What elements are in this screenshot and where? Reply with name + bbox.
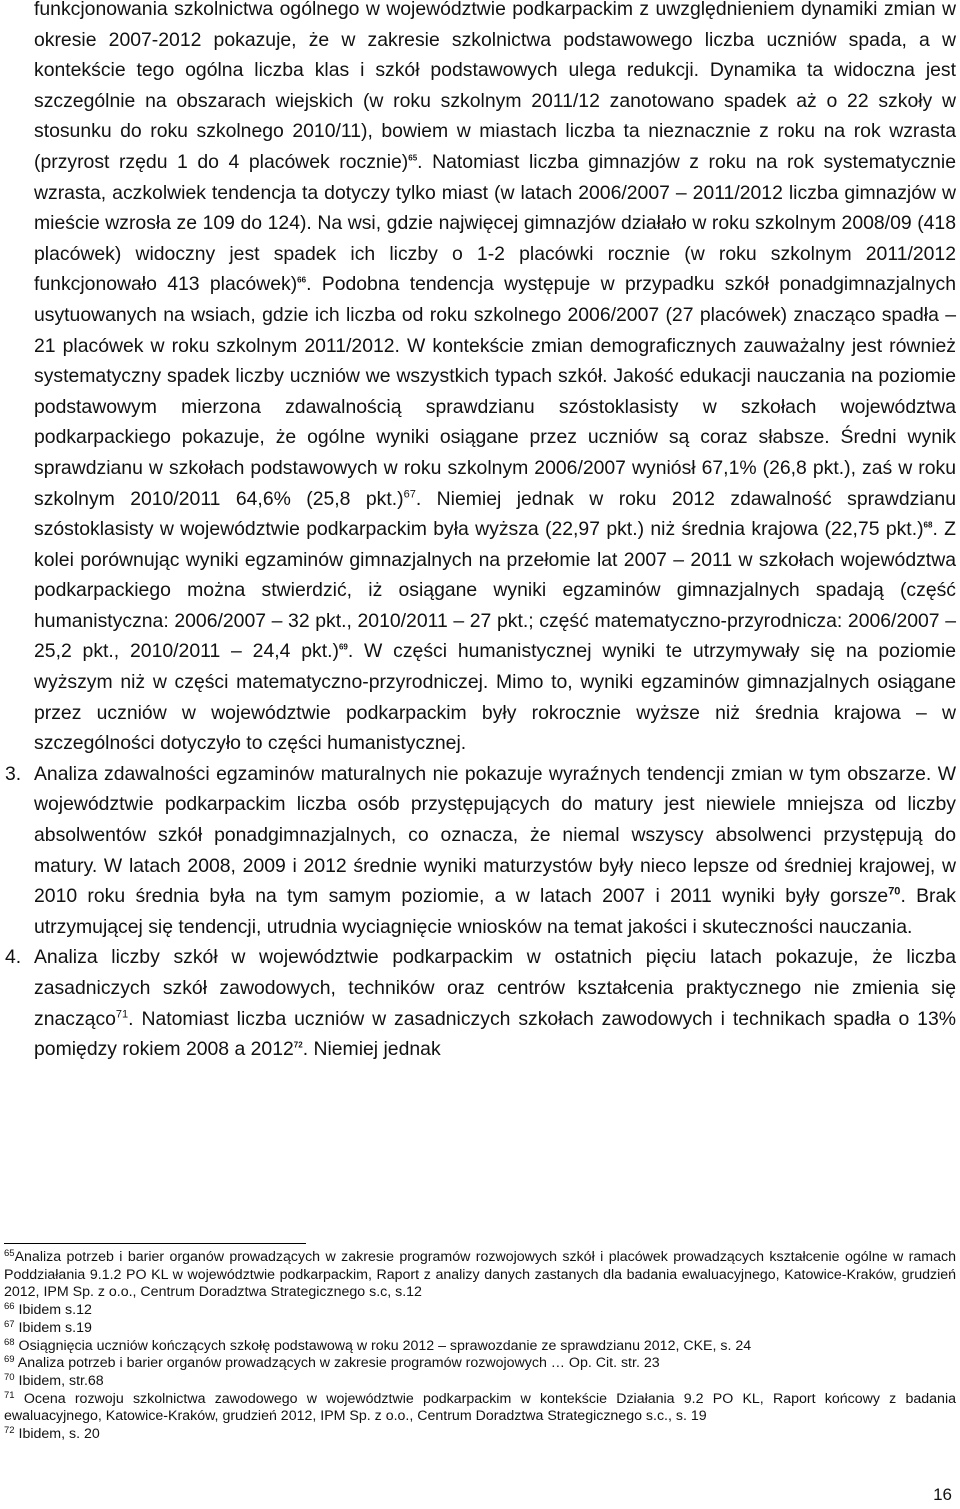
paragraph-text: . Natomiast liczba gimnazjów z roku na rok systematycznie wzrasta, aczkolwiek tendencja ta dotyczy tylko miast (w latach 2006/2007 – 2011/2012 liczba gimnazjów w mieście wzrosła ze 109 do 124). Na wsi, gdzie najwięcej gimnazjów działało w roku szkolnym 2008/09 (418 placówek) widoczny jest spadek ich liczby o 1-2 placówki rocznie (w roku szkolnym 2011/2012 funkcjonowało 413 placówek) xyxy=(34,150,956,296)
footnote-ref[interactable]: 70 xyxy=(888,885,901,898)
list-item-4 xyxy=(5,942,956,1064)
footnote-number: 65 xyxy=(4,1248,15,1259)
footnote-text: Analiza potrzeb i barier organów prowadzących w zakresie programów rozwojowych szkół i placówek prowadzących kształcenie ogólne w ramach Poddziałania 9.1.2 PO KL w województwie podkarpackim, Raport z analizy danych zastanych dla badania ewaluacyjnego, Katowice-Kraków, grudzień 2012, IPM Sp. z o.o., Centrum Doradztwa Strategicznego s.c, s.12 xyxy=(4,1249,956,1301)
footnote-ref[interactable]: 66 xyxy=(297,275,307,285)
footnote-ref[interactable]: 65 xyxy=(408,153,418,163)
footnote xyxy=(4,1355,956,1373)
footnote xyxy=(4,1391,956,1426)
list-number: 4. xyxy=(5,946,22,969)
body-text xyxy=(5,0,957,1065)
footnote-number: 71 xyxy=(4,1389,15,1401)
footnote xyxy=(4,1320,956,1338)
footnote-number: 72 xyxy=(4,1425,15,1437)
footnote-text: Ibidem s.19 xyxy=(18,1319,92,1336)
list-item-3 xyxy=(5,759,956,943)
footnote-ref[interactable]: 71 xyxy=(115,1008,129,1021)
paragraph-text: . Niemiej jednak w roku 2012 zdawalność sprawdzianu szóstoklasisty w województwie podkarpackim była wyższa (22,97 pkt.) niż średnia krajowa (22,75 pkt.) xyxy=(34,487,956,541)
list-item-text: Analiza zdawalności egzaminów maturalnych nie pokazuje wyraźnych tendencji zmian w tym obszarze. W województwie podkarpackim liczba osób przystępujących do matury jest niewiele mniejsza od liczby absolwentów szkół ponadgimnazjalnych, co oznacza, że niemal wszyscy absolwenci przystępują do matury. W latach 2008, 2009 i 2012 średnie wyniki maturzystów były nieco lepsze od średniej krajowej, w 2010 roku średnia była na tym samym poziomie, a w latach 2007 i 2011 wyniki były gorsze xyxy=(34,762,956,908)
list-number: 3. xyxy=(5,762,22,785)
paragraph-text: . W części humanistycznej wyniki te utrzymywały się na poziomie wyższym niż w części matematyczno-przyrodniczej. Mimo to, wyniki egzaminów gimnazjalnych osiągane przez uczniów w województwie podkarpackim były rokrocznie wyższe niż średnia krajowa – w szczególności dotyczyło to części humanistycznej. xyxy=(34,640,956,755)
page-number: 16 xyxy=(933,1485,952,1504)
footnote-text: Analiza potrzeb i barier organów prowadzących w zakresie programów rozwojowych … Op. Cit. str. 23 xyxy=(17,1355,660,1372)
footnote-number: 70 xyxy=(4,1371,15,1383)
footnote-text: Osiągnięcia uczniów kończących szkołę podstawową w roku 2012 – sprawozdanie ze sprawdzianu 2012, CKE, s. 24 xyxy=(18,1337,752,1354)
footnote xyxy=(4,1426,956,1444)
list-item-text: Analiza liczby szkół w województwie podkarpackim w ostatnich pięciu latach pokazuje, że liczba zasadniczych szkół zawodowych, techników oraz centrów kształcenia praktycznego nie zmienia się znacząco xyxy=(34,946,956,1030)
footnote-text: Ibidem, str.68 xyxy=(18,1372,104,1389)
footnotes xyxy=(4,1249,956,1444)
paragraph-text: . Z kolei porównując wyniki egzaminów gimnazjalnych na przełomie lat 2007 – 2011 w szkołach województwa podkarpackiego można stwierdzić, iż osiągane wyniki egzaminów gimnazjalnych spadają (część humanistyczna: 2006/2007 – 32 pkt., 2010/2011 – 27 pkt.; część matematyczno-przyrodnicza: 2006/2007 – 25,2 pkt., 2010/2011 – 24,4 pkt.) xyxy=(34,518,957,663)
paragraph-text: funkcjonowania szkolnictwa ogólnego w województwie podkarpackim z uwzględnieniem dynamiki zmian w okresie 2007-2012 pokazuje, że w zakresie szkolnictwa podstawowego liczba uczniów spada, a w kontekście tego ogólna liczba klas i szkół podstawowych ulega redukcji. Dynamika ta widoczna jest szczególnie na obszarach wiejskich (w roku szkolnym 2011/12 zanotowano spadek aż o 22 szkoły w stosunku do roku szkolnego 2010/11), bowiem w miastach liczba ta nieznacznie z roku na rok wzrasta (przyrost rzędu 1 do 4 placówek rocznie) xyxy=(34,0,956,173)
paragraph-1 xyxy=(34,0,956,759)
footnote-text: Ocena rozwoju szkolnictwa zawodowego w województwie podkarpackim w kontekście Działania 9.2 PO KL, Raport końcowy z badania ewaluacyjnego, Katowice-Kraków, grudzień 2012, IPM Sp. z o.o., Centrum Doradztwa Strategicznego s.c., s. 19 xyxy=(4,1390,956,1425)
footnote xyxy=(4,1249,956,1302)
list-item-text: . Natomiast liczba uczniów w zasadniczych szkołach zawodowych i technikach spadła o 13% pomiędzy rokiem 2008 a 2012 xyxy=(34,1007,956,1061)
paragraph-text: . Podobna tendencja występuje w przypadku szkół ponadgimnazjalnych usytuowanych na wsiach, gdzie ich liczba od roku szkolnego 2006/2007 (27 placówek) znacząco spadła – 21 placówek w roku szkolnym 2011/2012. W kontekście zmian demograficznych zauważalny jest również systematyczny spadek liczby uczniów we wszystkich typach szkół. Jakość edukacji nauczania na poziomie podstawowym mierzona zdawalnością sprawdzianu szóstoklasisty w szkołach województwa podkarpackiego pokazuje, że ogólne wyniki osiągane przez uczniów są coraz słabsze. Średni wynik sprawdzianu w szkołach podstawowych w roku szkolnym 2006/2007 wyniósł 67,1% (26,8 pkt.), zaś w roku szkolnym 2010/2011 64,6% (25,8 pkt.) xyxy=(34,273,956,510)
footnote-number: 68 xyxy=(4,1336,15,1348)
footnote-number: 69 xyxy=(4,1354,15,1366)
list-item-text: . Brak utrzymującej się tendencji, utrudnia wyciagnięcie wniosków na temat jakości i skuteczności nauczania. xyxy=(34,885,956,938)
footnote-text: Ibidem s.12 xyxy=(18,1302,92,1319)
footnote xyxy=(4,1338,956,1356)
footnote-number: 67 xyxy=(4,1318,15,1330)
footnote-text: Ibidem, s. 20 xyxy=(18,1426,100,1443)
footnote-ref[interactable]: 69 xyxy=(338,643,348,652)
footnote xyxy=(4,1373,956,1391)
footnote-separator xyxy=(4,1243,306,1244)
footnote-number: 66 xyxy=(4,1301,15,1313)
footnote xyxy=(4,1302,956,1320)
footnote-ref[interactable]: 68 xyxy=(923,520,933,530)
list-item-text: . Niemiej jednak xyxy=(302,1038,441,1061)
footnote-ref[interactable]: 72 xyxy=(293,1040,303,1050)
footnote-ref[interactable]: 67 xyxy=(403,488,416,501)
